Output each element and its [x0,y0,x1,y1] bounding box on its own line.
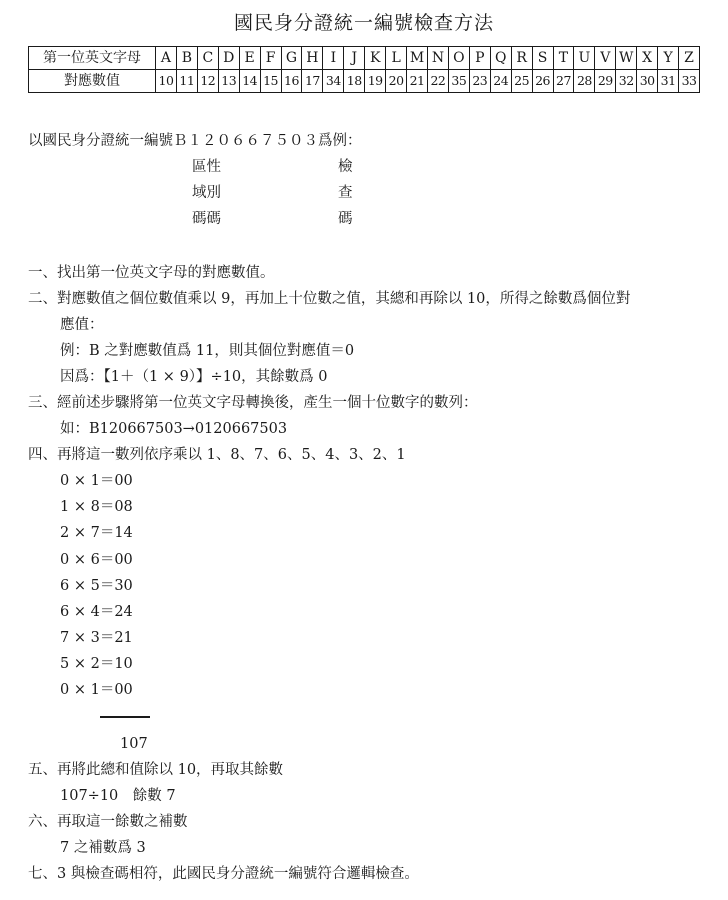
letter-cell: D [218,47,239,70]
letter-cell: Q [490,47,511,70]
step-2-example: 例：B 之對應數值爲 11，則其個位對應值＝0 [60,343,355,359]
letter-cell: P [469,47,490,70]
letter-cell: G [281,47,302,70]
letter-cell: Z [679,47,700,70]
value-cell: 19 [365,70,386,93]
step-1: 一、找出第一位英文字母的對應數值。 [28,265,275,281]
value-cell: 23 [469,70,490,93]
step-6: 六、再取這一餘數之補數 [28,814,188,830]
value-cell: 32 [616,70,637,93]
letter-cell: L [386,47,407,70]
letter-cell: B [176,47,197,70]
example-label-area: 域別 [192,185,221,201]
letter-cell: Y [658,47,679,70]
letter-cell: A [156,47,177,70]
value-cell: 12 [197,70,218,93]
letter-cell: K [365,47,386,70]
value-cell: 21 [407,70,428,93]
page-title: 國民身分證統一編號檢查方法 [233,12,494,34]
value-cell: 31 [658,70,679,93]
step-5-example: 107÷10 餘數 7 [60,788,176,804]
step-2-line-2: 應值： [60,317,104,333]
product-line: 2 × 7＝14 [60,525,133,541]
value-cell: 33 [679,70,700,93]
letter-cell: F [260,47,281,70]
example-intro: 以國民身分證統一編號Ｂ１２０６６７５０３爲例： [28,133,362,149]
value-cell: 17 [302,70,323,93]
value-cell: 26 [532,70,553,93]
step-7: 七、3 與檢查碼相符，此國民身分證統一編號符合邏輯檢查。 [28,866,419,882]
letter-cell: N [427,47,448,70]
letter-cell: T [553,47,574,70]
value-cell: 13 [218,70,239,93]
product-line: 6 × 4＝24 [60,604,133,620]
value-cell: 11 [176,70,197,93]
sum-rule [100,716,150,718]
value-cell: 24 [490,70,511,93]
letter-cell: I [323,47,344,70]
example-label-region: 區性 [192,159,221,175]
value-cell: 35 [448,70,469,93]
product-line: 1 × 8＝08 [60,499,133,515]
letter-row-header: 第一位英文字母 [29,47,156,70]
value-cell: 18 [344,70,365,93]
letter-cell: J [344,47,365,70]
step-4: 四、再將這一數列依序乘以 1、8、7、6、5、4、3、2、1 [28,447,406,463]
product-line: 0 × 1＝00 [60,682,133,698]
product-line: 7 × 3＝21 [60,630,133,646]
letter-cell: X [637,47,658,70]
product-line: 0 × 1＝00 [60,473,133,489]
value-cell: 34 [323,70,344,93]
value-cell: 16 [281,70,302,93]
product-line: 6 × 5＝30 [60,578,133,594]
step-2-line-1: 二、對應數值之個位數值乘以 9，再加上十位數之值，其總和再除以 10，所得之餘數爲個位對 [28,291,631,307]
value-row [29,70,700,93]
step-3: 三、經前述步驟將第一位英文字母轉換後，產生一個十位數字的數列： [28,395,478,411]
step-3-example: 如：B120667503→0120667503 [60,421,288,437]
letter-cell: R [511,47,532,70]
step-5: 五、再將此總和值除以 10，再取其餘數 [28,762,284,778]
example-check-2: 查 [338,185,353,201]
step-6-example: 7 之補數爲 3 [60,840,146,856]
letter-value-table [28,46,700,93]
step-2-reason: 因爲：【1＋（1 × 9）】÷10，其餘數爲 0 [60,369,328,385]
letter-cell: V [595,47,616,70]
letter-cell: O [448,47,469,70]
letter-cell: C [197,47,218,70]
example-check-1: 檢 [338,159,353,175]
example-check-3: 碼 [338,211,353,227]
value-cell: 10 [156,70,177,93]
letter-cell: M [407,47,428,70]
letter-cell: U [574,47,595,70]
value-cell: 27 [553,70,574,93]
letter-cell: H [302,47,323,70]
value-cell: 14 [239,70,260,93]
value-cell: 30 [637,70,658,93]
letter-row [29,47,700,70]
example-label-code: 碼碼 [192,211,221,227]
sum-value: 107 [120,736,148,752]
value-cell: 25 [511,70,532,93]
value-cell: 20 [386,70,407,93]
value-cell: 28 [574,70,595,93]
letter-cell: S [532,47,553,70]
product-line: 5 × 2＝10 [60,656,133,672]
value-cell: 22 [427,70,448,93]
product-line: 0 × 6＝00 [60,552,133,568]
value-cell: 29 [595,70,616,93]
value-cell: 15 [260,70,281,93]
letter-cell: E [239,47,260,70]
letter-cell: W [616,47,637,70]
value-row-header: 對應數值 [29,70,156,93]
